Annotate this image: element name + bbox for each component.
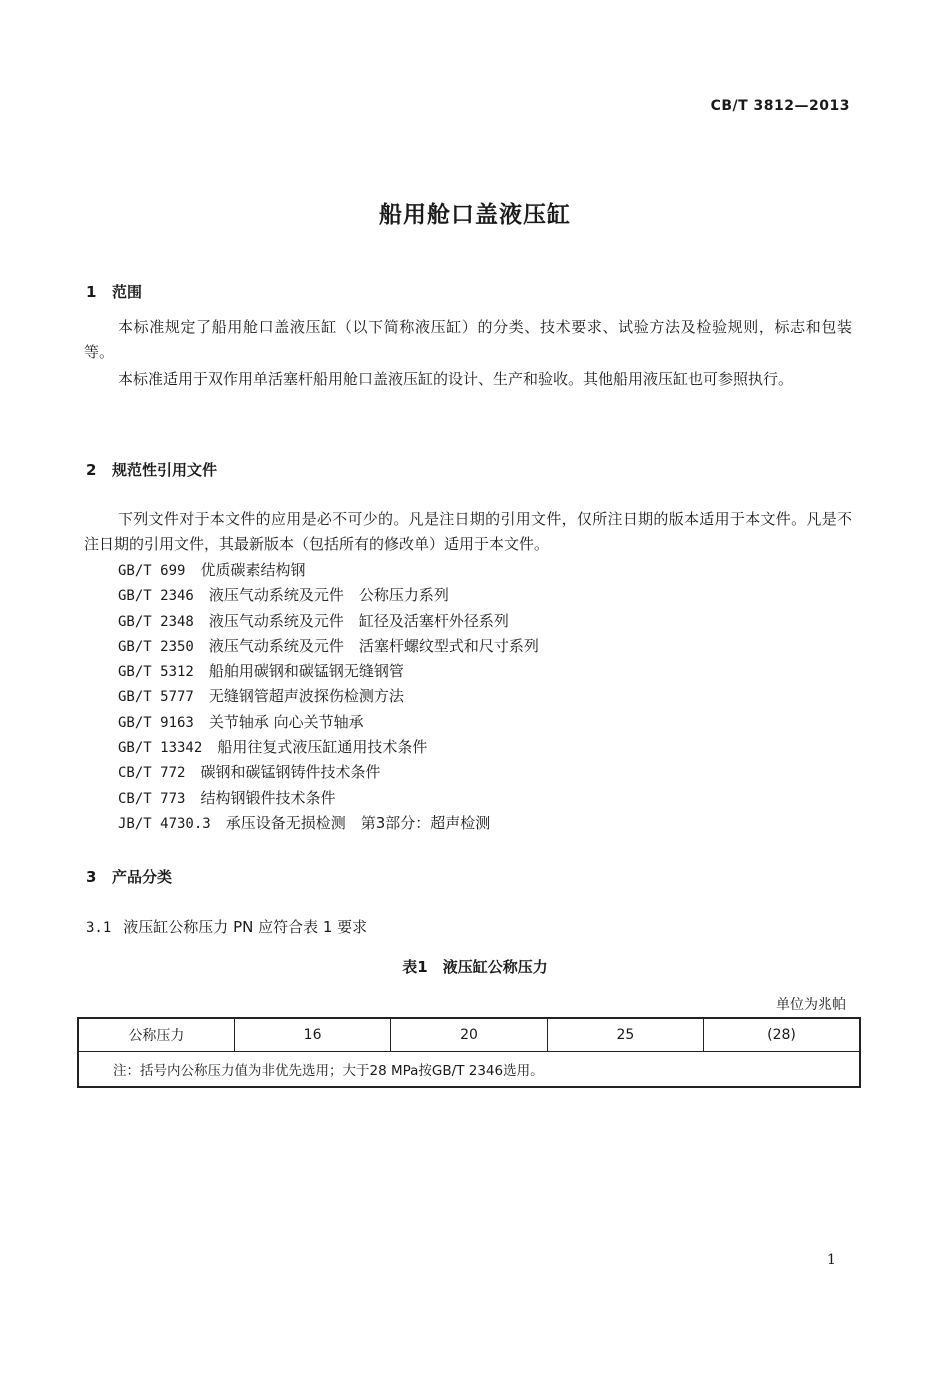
table-note: 注：括号内公称压力值为非优先选用；大于28 MPa按GB/T 2346选用。 [78, 1052, 860, 1088]
section-2-heading [86, 459, 217, 480]
table-1-caption: 表1 液压缸公称压力 [402, 958, 548, 976]
section-1-title: 范围 [112, 283, 143, 301]
table-cell: (28) [704, 1018, 860, 1052]
reference-title: 结构钢锻件技术条件 [200, 788, 336, 807]
reference-item [118, 583, 539, 608]
reference-title: 液压气动系统及元件 活塞杆螺纹型式和尺寸系列 [208, 636, 539, 655]
reference-code: GB/T 2346 [118, 588, 194, 605]
reference-code: CB/T 773 [118, 790, 186, 807]
table-cell: 16 [234, 1018, 390, 1052]
table-row [78, 1018, 860, 1052]
reference-code: GB/T 9163 [118, 714, 194, 731]
reference-title: 承压设备无损检测 第3部分：超声检测 [225, 813, 491, 832]
section-3-heading [86, 866, 172, 887]
reference-code: GB/T 5312 [118, 664, 194, 681]
section-3-title: 产品分类 [112, 868, 173, 886]
section-2-title: 规范性引用文件 [112, 461, 218, 479]
reference-item [118, 659, 539, 684]
scope-paragraph-1: 本标准规定了船用舱口盖液压缸（以下简称液压缸）的分类、技术要求、试验方法及检验规则，标志和包装等。 [84, 318, 852, 361]
reference-title: 船用往复式液压缸通用技术条件 [217, 738, 428, 757]
reference-item [118, 609, 539, 634]
normative-references-intro: 下列文件对于本文件的应用是必不可少的。凡是注日期的引用文件，仅所注日期的版本适用于本文件。凡是不注日期的引用文件，其最新版本（包括所有的修改单）适用于本文件。 [84, 510, 852, 553]
reference-code: GB/T 13342 [118, 740, 203, 757]
reference-item [118, 684, 539, 709]
reference-code: GB/T 5777 [118, 689, 194, 706]
reference-title: 关节轴承 向心关节轴承 [208, 712, 364, 731]
table-cell: 20 [391, 1018, 547, 1052]
reference-list [118, 558, 539, 836]
document-title: 船用舱口盖液压缸 [379, 202, 571, 228]
reference-title: 船舶用碳钢和碳锰钢无缝钢管 [208, 662, 404, 681]
nominal-pressure-table [77, 1017, 861, 1088]
reference-title: 无缝钢管超声波探伤检测方法 [208, 687, 404, 706]
section-1-heading [86, 281, 142, 302]
reference-title: 液压气动系统及元件 公称压力系列 [208, 586, 449, 605]
reference-title: 碳钢和碳锰钢铸件技术条件 [200, 763, 381, 782]
reference-title: 优质碳素结构钢 [200, 561, 306, 579]
reference-item [118, 735, 539, 760]
standard-code: CB/T 3812—2013 [710, 98, 850, 114]
table-1-unit: 单位为兆帕 [776, 997, 846, 1013]
reference-code: GB/T 2350 [118, 638, 194, 655]
reference-code: JB/T 4730.3 [118, 815, 211, 832]
reference-item [118, 558, 539, 583]
reference-item [118, 634, 539, 659]
subsection-3-1-heading [86, 916, 367, 937]
reference-item [118, 710, 539, 735]
section-3-number: 3 [86, 868, 97, 886]
reference-title: 液压气动系统及元件 缸径及活塞杆外径系列 [208, 611, 509, 630]
reference-item [118, 811, 539, 836]
section-2-number: 2 [86, 461, 97, 479]
reference-item [118, 760, 539, 785]
reference-code: GB/T 699 [118, 563, 186, 579]
section-1-number: 1 [86, 283, 97, 301]
reference-code: GB/T 2348 [118, 613, 194, 630]
reference-item [118, 786, 539, 811]
page-number: 1 [827, 1252, 836, 1268]
scope-paragraph-2: 本标准适用于双作用单活塞杆船用舱口盖液压缸的设计、生产和验收。其他船用液压缸也可参照执行。 [118, 370, 794, 388]
subsection-3-1-number: 3.1 [86, 920, 112, 936]
table-cell: 25 [547, 1018, 703, 1052]
reference-code: CB/T 772 [118, 765, 186, 782]
subsection-3-1-title: 液压缸公称压力 PN 应符合表 1 要求 [123, 918, 368, 936]
table-row [78, 1052, 860, 1088]
table-header-cell: 公称压力 [78, 1018, 234, 1052]
